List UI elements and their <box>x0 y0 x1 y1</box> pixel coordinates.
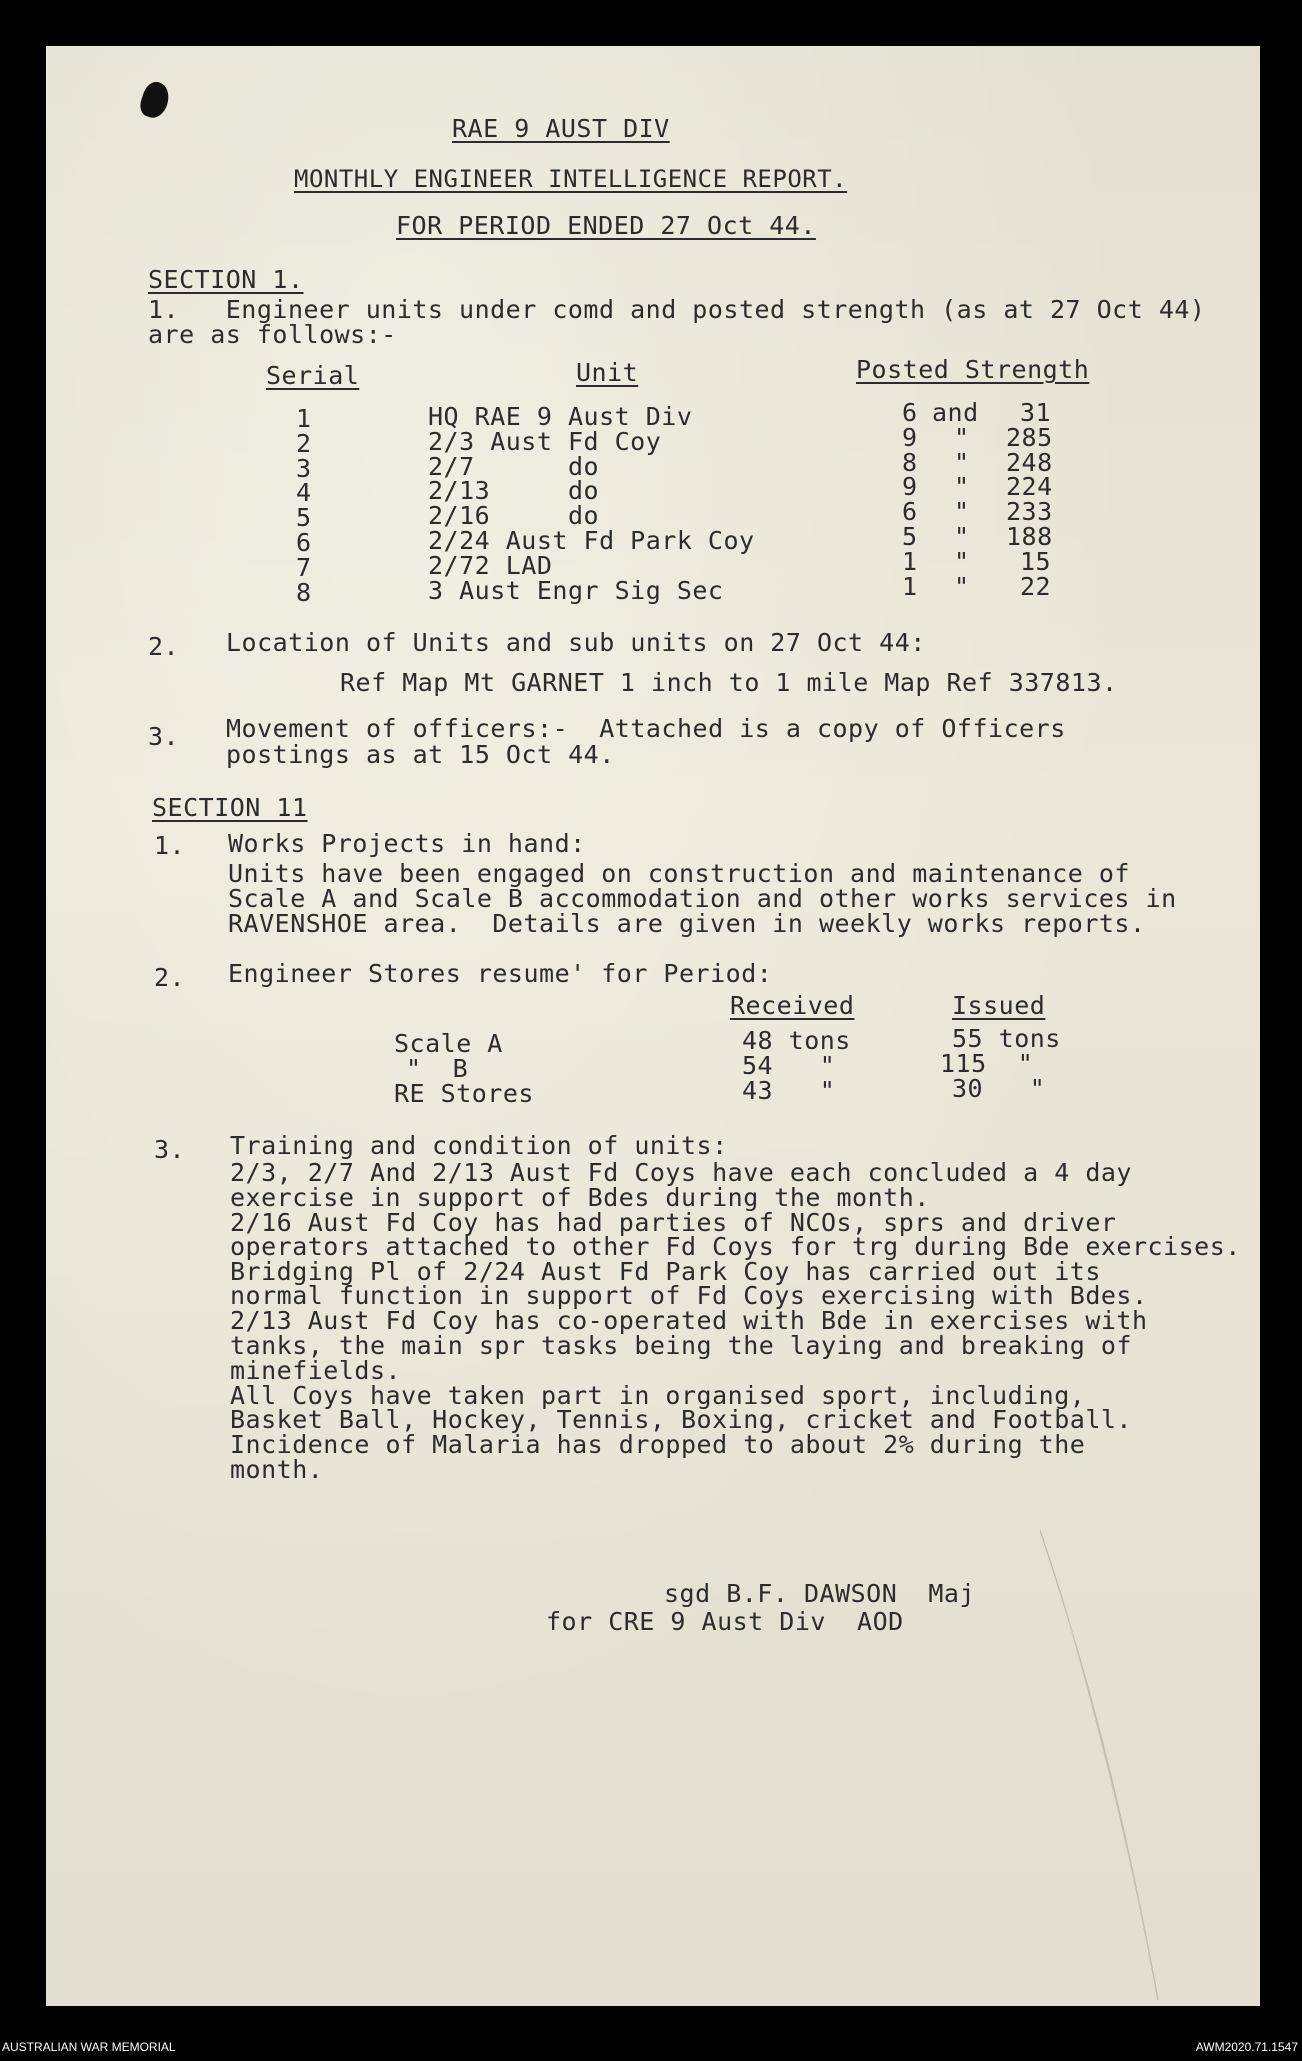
issued-cell: 55 tons <box>952 1024 1061 1053</box>
training-line: exercise in support of Bdes during the month. <box>230 1183 930 1212</box>
section-2-para-1-title: Works Projects in hand: <box>228 829 586 858</box>
separator-cell: " <box>954 423 970 452</box>
separator-cell: " <box>954 547 970 576</box>
unit-cell: 2/24 Aust Fd Park Coy <box>428 526 755 555</box>
unit-cell: 2/3 Aust Fd Coy <box>428 427 662 456</box>
unit-cell: 2/13 do <box>428 476 600 505</box>
separator-cell: and <box>932 398 979 427</box>
unit-cell: 3 Aust Engr Sig Sec <box>428 576 724 605</box>
section-1-para-3-number: 3. <box>148 722 180 751</box>
issued-cell: 30 " <box>952 1074 1046 1103</box>
training-line: Bridging Pl of 2/24 Aust Fd Park Coy has carried out its <box>230 1257 1101 1286</box>
section-2-para-1-line: Scale A and Scale B accommodation and other works services in <box>228 884 1177 913</box>
officers-cell: 9 <box>902 472 918 501</box>
serial-cell: 8 <box>296 578 312 607</box>
section-2-para-1-line: RAVENSHOE area. Details are given in weekly works reports. <box>228 909 1146 938</box>
serial-cell: 7 <box>296 553 312 582</box>
section-2-para-2-title: Engineer Stores resume' for Period: <box>228 959 773 988</box>
training-line: 2/16 Aust Fd Coy has had parties of NCOs, sprs and driver <box>230 1208 1117 1237</box>
officers-cell: 6 <box>902 398 918 427</box>
section-1-para-3-line-2: postings as at 15 Oct 44. <box>226 740 615 769</box>
col-unit-header: Unit <box>576 358 639 387</box>
section-2-para-3-number: 3. <box>154 1135 186 1164</box>
signature-name: sgd B.F. DAWSON Maj <box>664 1579 976 1608</box>
section-1-para-3-line-1: Movement of officers:- Attached is a copy of Officers <box>226 714 1066 743</box>
training-line: tanks, the main spr tasks being the laying and breaking of <box>230 1331 1132 1360</box>
signature-title: for CRE 9 Aust Div AOD <box>546 1607 904 1636</box>
training-line: month. <box>230 1455 324 1484</box>
section-1-para-1-line-1: 1. Engineer units under comd and posted strength (as at 27 Oct 44) <box>148 295 1206 324</box>
men-cell: 285 <box>1006 423 1053 452</box>
officers-cell: 8 <box>902 448 918 477</box>
col-strength-header: Posted Strength <box>856 355 1090 384</box>
unit-cell: 2/72 LAD <box>428 551 553 580</box>
map-reference: Ref Map Mt GARNET 1 inch to 1 mile Map Ref 337813. <box>340 668 1118 697</box>
officers-cell: 5 <box>902 522 918 551</box>
store-item-cell: RE Stores <box>394 1079 534 1108</box>
men-cell: 224 <box>1006 472 1053 501</box>
officers-cell: 6 <box>902 497 918 526</box>
unit-cell: 2/7 do <box>428 452 600 481</box>
section-1-heading: SECTION 1. <box>148 265 304 294</box>
received-cell: 48 tons <box>742 1026 851 1055</box>
separator-cell: " <box>954 522 970 551</box>
men-cell: 248 <box>1006 448 1053 477</box>
received-cell: 54 " <box>742 1051 836 1080</box>
store-item-cell: Scale A <box>394 1029 503 1058</box>
section-1-para-1-line-2: are as follows:- <box>148 320 397 349</box>
serial-cell: 3 <box>296 454 312 483</box>
store-item-cell: " B <box>406 1054 469 1083</box>
footer-accession-number: AWM2020.71.1547 <box>1195 2040 1298 2054</box>
training-line: normal function in support of Fd Coys exercising with Bdes. <box>230 1281 1148 1310</box>
officers-cell: 9 <box>902 423 918 452</box>
training-line: Incidence of Malaria has dropped to about 2% during the <box>230 1430 1086 1459</box>
officers-cell: 1 <box>902 547 918 576</box>
training-line: All Coys have taken part in organised sport, including, <box>230 1381 1086 1410</box>
footer-source: AUSTRALIAN WAR MEMORIAL <box>2 2040 176 2054</box>
serial-cell: 4 <box>296 478 312 507</box>
fold-crease <box>1040 1530 1160 2000</box>
section-2-para-2-number: 2. <box>154 963 186 992</box>
section-1-para-2-number: 2. <box>148 632 180 661</box>
section-2-para-1-line: Units have been engaged on construction and maintenance of <box>228 859 1130 888</box>
header-unit: RAE 9 AUST DIV <box>452 114 670 143</box>
training-line: 2/3, 2/7 And 2/13 Aust Fd Coys have each concluded a 4 day <box>230 1158 1132 1187</box>
men-cell: 31 <box>1020 398 1052 427</box>
men-cell: 15 <box>1020 547 1052 576</box>
report-title: MONTHLY ENGINEER INTELLIGENCE REPORT. <box>294 165 848 193</box>
col-serial-header: Serial <box>266 361 360 390</box>
men-cell: 233 <box>1006 497 1053 526</box>
separator-cell: " <box>954 472 970 501</box>
section-2-heading: SECTION 11 <box>152 793 308 822</box>
issued-cell: 115 " <box>940 1049 1034 1078</box>
received-cell: 43 " <box>742 1076 836 1105</box>
men-cell: 22 <box>1020 572 1052 601</box>
training-line: Basket Ball, Hockey, Tennis, Boxing, cricket and Football. <box>230 1405 1132 1434</box>
section-1-para-2-text: Location of Units and sub units on 27 Oct 44: <box>226 628 926 657</box>
separator-cell: " <box>954 497 970 526</box>
serial-cell: 1 <box>296 404 312 433</box>
officers-cell: 1 <box>902 572 918 601</box>
training-line: 2/13 Aust Fd Coy has co-operated with Bde in exercises with <box>230 1306 1148 1335</box>
men-cell: 188 <box>1006 522 1053 551</box>
col-issued-header: Issued <box>952 991 1046 1020</box>
unit-cell: HQ RAE 9 Aust Div <box>428 402 693 431</box>
serial-cell: 6 <box>296 528 312 557</box>
report-period: FOR PERIOD ENDED 27 Oct 44. <box>396 211 816 240</box>
col-received-header: Received <box>730 991 855 1020</box>
training-line: minefields. <box>230 1356 402 1385</box>
serial-cell: 2 <box>296 429 312 458</box>
section-2-para-3-title: Training and condition of units: <box>230 1131 728 1160</box>
section-2-para-1-number: 1. <box>154 831 186 860</box>
separator-cell: " <box>954 572 970 601</box>
serial-cell: 5 <box>296 503 312 532</box>
separator-cell: " <box>954 448 970 477</box>
training-line: operators attached to other Fd Coys for trg during Bde exercises. <box>230 1232 1241 1261</box>
unit-cell: 2/16 do <box>428 501 600 530</box>
